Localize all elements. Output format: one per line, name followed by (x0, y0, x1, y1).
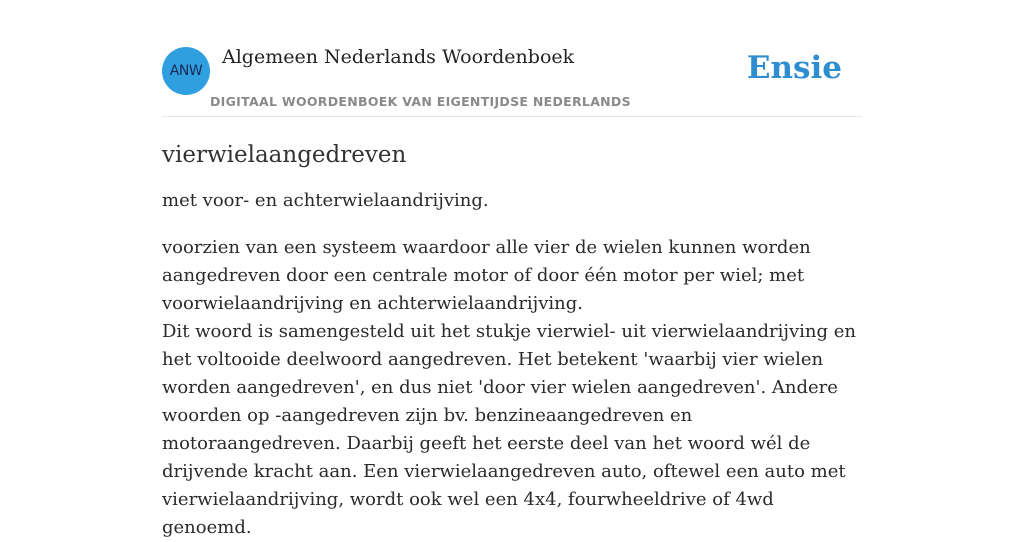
ensie-brand-logo[interactable]: Ensie (746, 50, 842, 86)
short-definition: met voor- en achterwielaandrijving. (162, 190, 489, 211)
entry-content (162, 138, 862, 542)
site-header (162, 44, 862, 117)
explanation-text: Dit woord is samengesteld uit het stukje vierwiel- uit vierwielaandrijving en het voltooide deelwoord aangedreven. Het betekent 'waarbij vier wielen worden aangedreven', en dus niet 'door vier wielen aangedreven'. Andere woorden op -aangedreven zijn bv. benzineaangedreven en motoraangedreven. Daarbij geeft het eerste deel van het woord wél de drijvende kracht aan. Een vierwielaangedreven auto, oftewel een auto met vierwielaandrijving, wordt ook wel een 4x4, fourwheeldrive of 4wd genoemd. (162, 321, 856, 538)
site-title[interactable]: Algemeen Nederlands Woordenboek (222, 46, 575, 68)
headword: vierwielaangedreven (162, 142, 407, 168)
anw-logo[interactable] (162, 47, 210, 95)
long-definition (162, 234, 862, 542)
definition-text: voorzien van een systeem waardoor alle vier de wielen kunnen worden aangedreven door een centrale motor of door één motor per wiel; met voorwielaandrijving en achterwielaandrijving. (162, 237, 811, 314)
site-subtitle: DIGITAAL WOORDENBOEK VAN EIGENTIJDSE NEDERLANDS (210, 94, 631, 109)
logo-text: ANW (169, 63, 203, 79)
